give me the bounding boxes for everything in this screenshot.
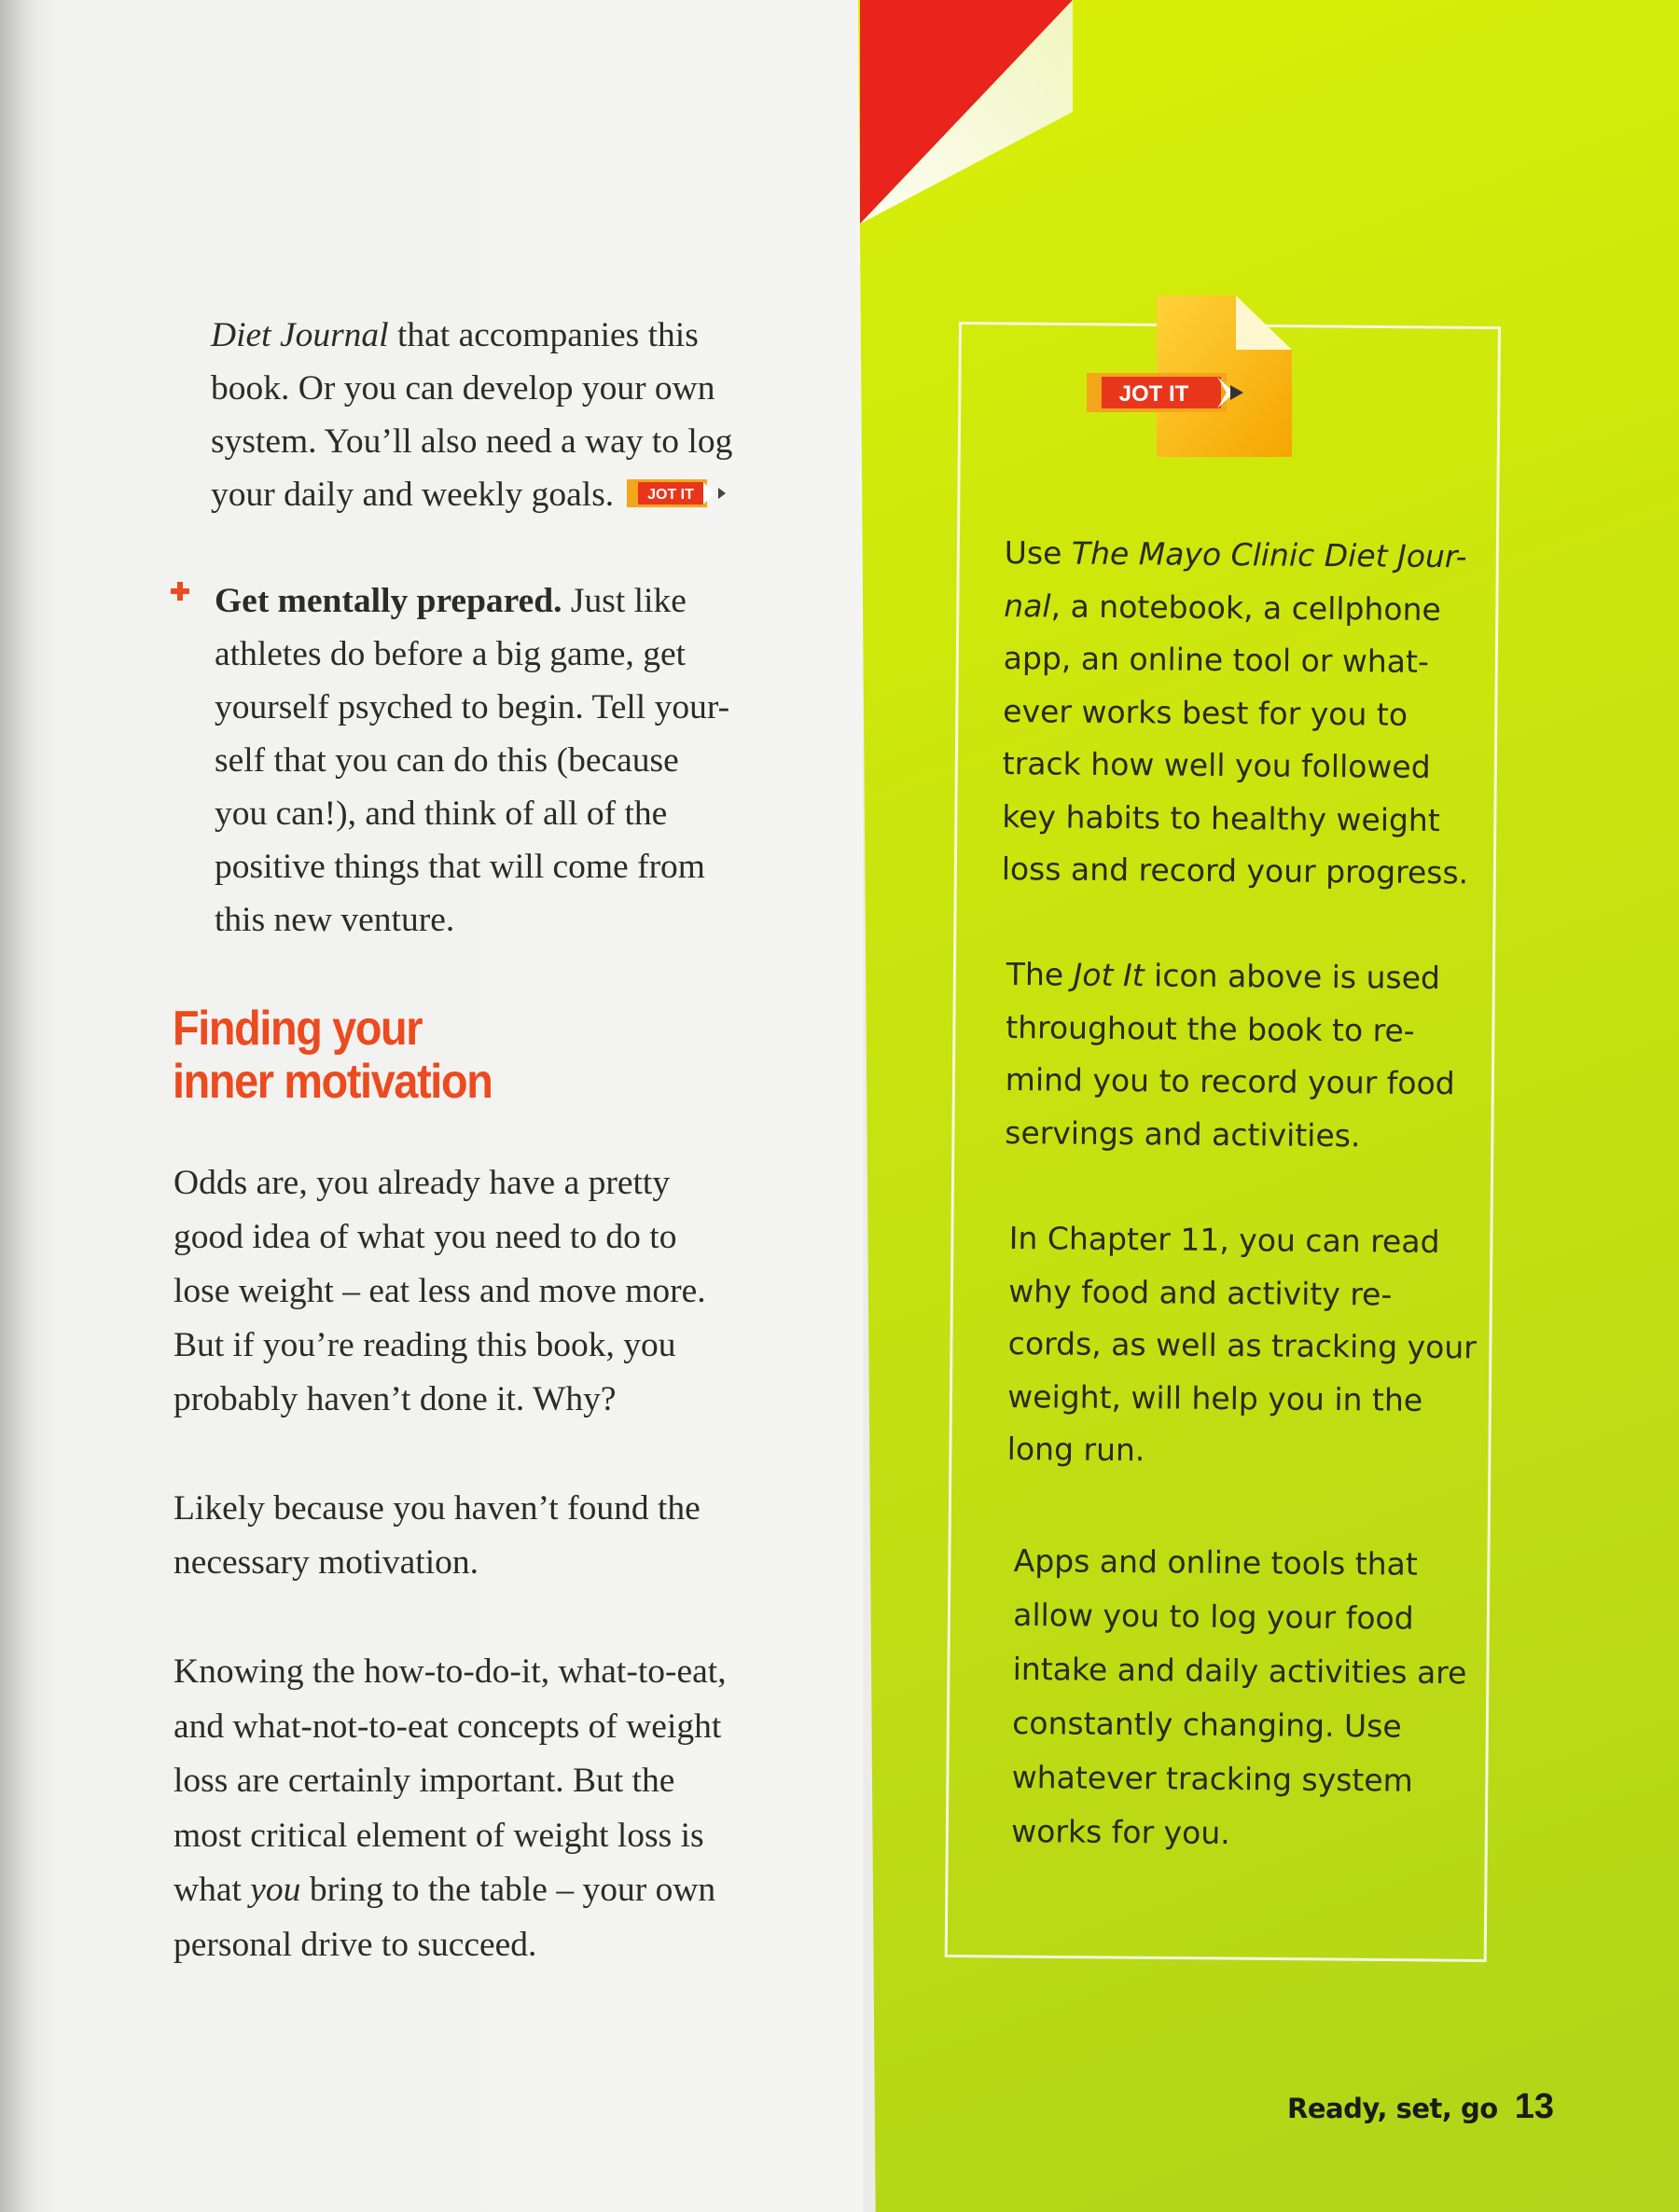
intro-line-2: book. Or you can develop your own: [211, 369, 715, 408]
bullet-line-7: this new venture.: [215, 901, 455, 939]
corner-fold-decoration: [860, 0, 1075, 228]
gutter-shadow: [0, 0, 37, 2212]
jot-it-icon: [625, 477, 728, 510]
intro-line-4: your daily and weekly goals. JOT IT: [211, 468, 732, 521]
intro-paragraph: [211, 309, 732, 521]
bullet-line-4: self that you can do this (because: [215, 741, 679, 780]
sidebar-paragraph-3: In Chapter 11, you can read why food and activity re- cords, as well as tracking your weight, will help you in the long run.: [1006, 1219, 1478, 1469]
sb-p1-line-2: nal, a notebook, a cellphone: [1004, 587, 1441, 628]
jot-it-icon: [1087, 294, 1292, 457]
svg-text:JOT IT: JOT IT: [647, 487, 695, 504]
page-footer: [1287, 2087, 1554, 2127]
bullet-line-5: you can!), and think of all of the: [215, 795, 668, 833]
body-paragraph-1: Odds are, you already have a pretty good idea of what you need to do to lose weight – eat less and move more. But if you’re reading this book, you probably haven’t done it. Why?: [173, 1164, 706, 1418]
plus-bullet-icon: [169, 580, 191, 602]
intro-line-3: system. You’ll also need a way to log: [211, 422, 733, 461]
bullet-line-6: positive things that will come from: [215, 848, 705, 886]
section-heading: Finding your inner motivation: [173, 1002, 493, 1109]
sb-p2-line-1: The Jot It icon above is used: [1006, 955, 1441, 997]
bullet-line-1: Get mentally prepared. Just like: [215, 582, 687, 620]
intro-line-1: Diet Journal that accompanies this: [211, 316, 699, 354]
page-number: 13: [1514, 2087, 1554, 2126]
body-paragraph-3: Knowing the how-to-do-it, what-to-eat, and what-not-to-eat concepts of weight loss are certainly important. But the most critical element of weight loss is what you bring to the table – your own personal drive to succeed.: [173, 1652, 727, 1964]
svg-text:JOT IT: JOT IT: [1118, 381, 1189, 407]
running-footer-title: Ready, set, go: [1287, 2093, 1498, 2124]
bullet-line-2: athletes do before a big game, get: [215, 635, 687, 673]
sidebar-paragraph-2: The Jot It icon above is used throughout the book to re- mind you to record your food servings and activities.: [1005, 948, 1456, 1163]
sb-p1-line-1: Use The Mayo Clinic Diet Jour-: [1004, 533, 1467, 575]
sidebar-paragraph-4: Apps and online tools that allow you to log your food intake and daily activities are constantly changing. Use whatever tracking system works for you.: [1011, 1541, 1467, 1852]
para3-line-5: what you bring to the table – your own: [173, 1871, 716, 1909]
body-paragraph-2: Likely because you haven’t found the necessary motivation.: [173, 1489, 701, 1582]
bullet-line-3: yourself psyched to begin. Tell your-: [215, 688, 730, 726]
sidebar-paragraph-1: Use The Mayo Clinic Diet Jour- nal, a notebook, a cellphone app, an online tool or what- ever works best for you to track how well you followed key habits to healthy weight loss and record your progress.: [1002, 527, 1472, 900]
bullet-paragraph: [215, 574, 729, 947]
